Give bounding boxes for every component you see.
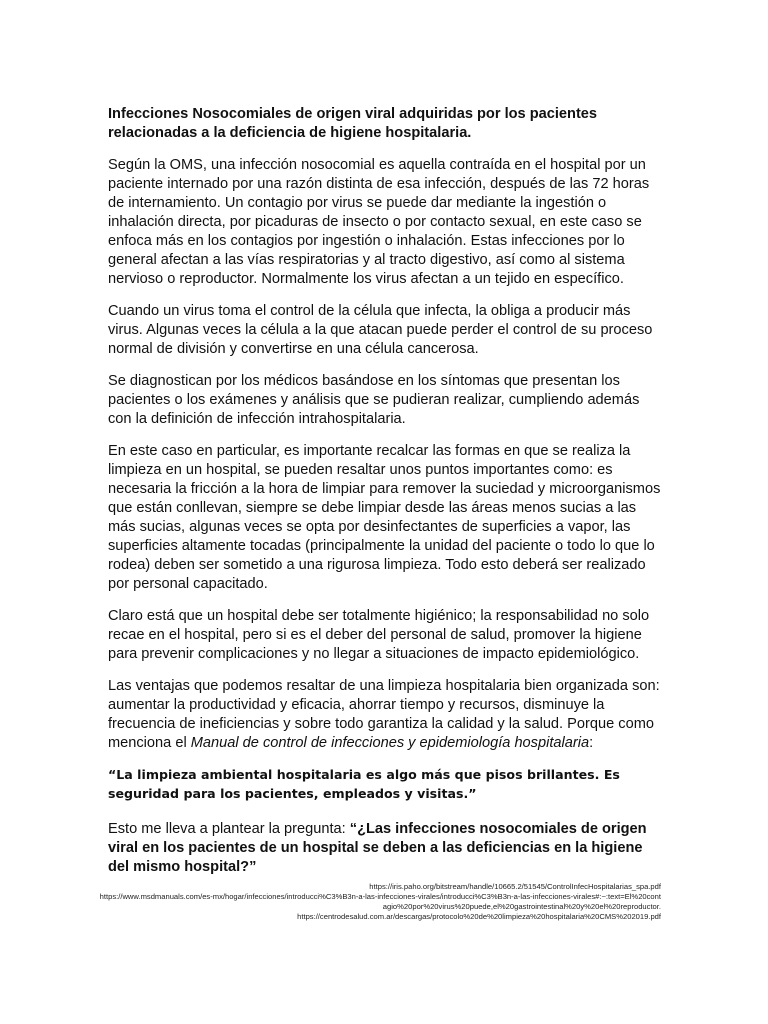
paragraph-advantages — [108, 677, 662, 753]
highlight-quote: “La limpieza ambiental hospitalaria es algo más que pisos brillantes. Es seguridad para los pacientes, empleados y visitas.” — [108, 767, 620, 801]
advantages-text: Las ventajas que podemos resaltar de una limpieza hospitalaria bien organizada son: aumentar la productividad y eficacia, ahorrar tiempo y recursos, disminuye la frecuencia de ineficiencias y sobre todo garantiza la calidad y la salud. Porque como menciona el — [108, 678, 660, 751]
references — [96, 882, 661, 922]
paragraph-diagnosis: Se diagnostican por los médicos basándose en los síntomas que presentan los pacientes o los exámenes y análisis que se pudieran realizar, cumpliendo además con la definición de infección intrahospitalaria. — [108, 373, 640, 427]
reference-link[interactable]: https://iris.paho.org/bitstream/handle/10665.2/51545/ControlInfecHospitalarias_spa.pdf — [369, 882, 661, 891]
research-question — [108, 820, 662, 877]
reference-link[interactable]: https://www.msdmanuals.com/es-mx/hogar/infecciones/introducci%C3%B3n-a-las-infecciones-virales/introducci%C3%B3n-a-las-infecciones-virales#:~:text=El%20contagio%20por%20virus%20puede,el%20gastrointestinal%20y%20el%20reproductor. — [99, 892, 661, 911]
paragraph-virus-control: Cuando un virus toma el control de la célula que infecta, la obliga a producir más virus. Algunas veces la célula a la que atacan puede perder el control de su proceso normal de división y convertirse en una célula cancerosa. — [108, 303, 653, 357]
reference-link[interactable]: https://centrodesalud.com.ar/descargas/protocolo%20de%20limpieza%20hospitalaria%20CMS%202019.pdf — [297, 912, 661, 921]
manual-title: Manual de control de infecciones y epidemiología hospitalaria — [190, 735, 590, 751]
question-text: “¿Las infecciones nosocomiales de origen viral en los pacientes de un hospital se deben a las deficiencias en la higiene del mismo hospital?” — [108, 821, 647, 875]
colon: : — [589, 735, 594, 751]
document-title: Infecciones Nosocomiales de origen viral adquiridas por los pacientes relacionadas a la deficiencia de higiene hospitalaria. — [108, 106, 598, 141]
document-body — [108, 105, 662, 889]
paragraph-cleaning: En este caso en particular, es importante recalcar las formas en que se realiza la limpieza en un hospital, se pueden resaltar unos puntos importantes como: es necesaria la fricción a la hora de limpiar para remover la suciedad y microorganismos que están conllevan, siempre se debe limpiar desde las áreas menos sucias a las más sucias, algunas veces se opta por desinfectantes de superficies a vapor, las superficies altamente tocadas (principalmente la unidad del paciente o todo lo que lo rodea) deben ser sometido a una rigurosa limpieza. Todo esto deberá ser realizado por personal capacitado. — [108, 443, 661, 592]
paragraph-hygiene-responsibility: Claro está que un hospital debe ser totalmente higiénico; la responsabilidad no solo recae en el hospital, pero si es el deber del personal de salud, promover la higiene para prevenir complicaciones y no llegar a situaciones de impacto epidemiológico. — [108, 608, 650, 662]
question-intro: Esto me lleva a plantear la pregunta: — [108, 821, 350, 837]
paragraph-oms-definition: Según la OMS, una infección nosocomial es aquella contraída en el hospital por un paciente internado por una razón distinta de esa infección, después de las 72 horas de internamiento. Un contagio por virus se puede dar mediante la ingestión o inhalación directa, por picaduras de insecto o por contacto sexual, en este caso se enfoca más en los contagios por ingestión o inhalación. Estas infecciones por lo general afectan a las vías respiratorias y al tracto digestivo, así como al sistema nervioso o reproductor. Normalmente los virus afectan a un tejido en específico. — [108, 157, 650, 287]
